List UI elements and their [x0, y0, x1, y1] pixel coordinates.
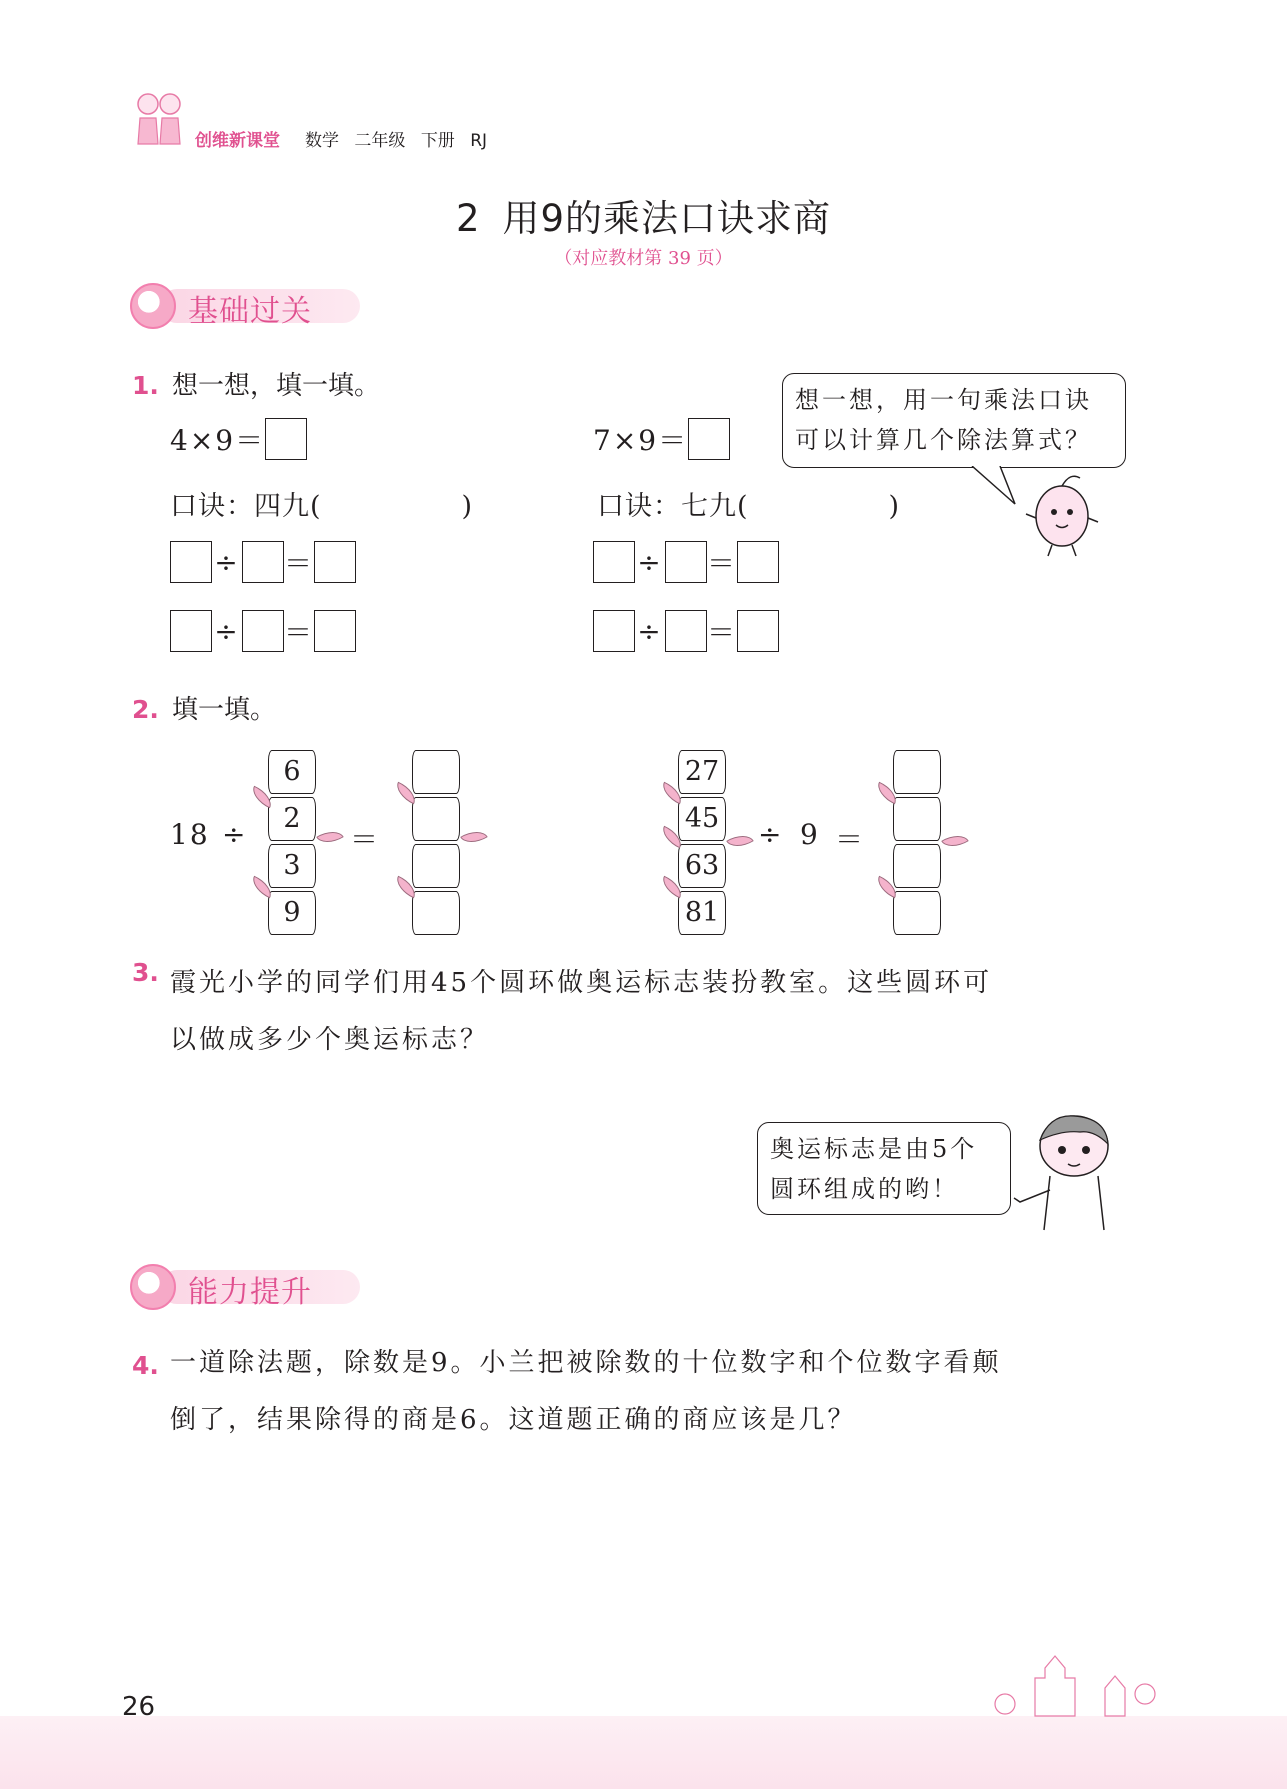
q3-line-1: 霞光小学的同学们用45个圆环做奥运标志装扮教室。这些圆环可: [170, 968, 993, 998]
banner-badge-icon: [130, 1264, 176, 1310]
q1-hint-bubble: [782, 373, 1126, 468]
q2-left-answer-bamboo: [412, 750, 460, 938]
q4-line-2: 倒了，结果除得的商是6。这道题正确的商应该是几？: [170, 1405, 857, 1435]
q4-text: [170, 1335, 1170, 1449]
q1-left-division-2: [170, 610, 356, 652]
div-sign: ÷: [637, 614, 663, 648]
answer-segment[interactable]: [412, 844, 460, 888]
q2-left-dividend: 18: [170, 818, 210, 851]
q1-left-expression: [170, 418, 307, 460]
bamboo-segment: 2: [268, 797, 316, 841]
answer-box[interactable]: [593, 610, 635, 652]
hint-line-2: 可以计算几个除法算式？: [795, 426, 1092, 454]
hint-line-1: 想一想，用一句乘法口诀: [795, 386, 1092, 414]
bamboo-segment: 81: [678, 891, 726, 935]
answer-box[interactable]: [242, 610, 284, 652]
answer-segment[interactable]: [412, 797, 460, 841]
header-edition: RJ: [470, 131, 488, 151]
lesson-title: 用9的乘法口诀求商: [502, 197, 832, 240]
answer-box[interactable]: [737, 541, 779, 583]
q1-right-expr-text: 7×9＝: [593, 424, 689, 457]
q1-right-koujue: [597, 484, 900, 523]
footer-band: [0, 1716, 1287, 1789]
header-meta: [305, 126, 497, 151]
q2-heading: [132, 689, 276, 726]
q2-prompt: 填一填。: [172, 695, 277, 725]
q4-number: 4.: [132, 1351, 159, 1380]
eq-sign: ＝: [284, 547, 315, 580]
q2-left-div-sign: ÷: [222, 818, 248, 851]
header-grade: 二年级: [354, 131, 406, 151]
eq-sign: ＝: [707, 547, 738, 580]
q1-left-division-1: [170, 541, 356, 583]
bubble-tail: [970, 466, 1020, 508]
koujue-prefix: 口诀：七九(: [597, 491, 749, 522]
q2-right-answer-bamboo: [893, 750, 941, 938]
answer-box[interactable]: [593, 541, 635, 583]
header-volume: 下册: [420, 131, 455, 151]
castle-decoration-icon: [985, 1648, 1165, 1718]
answer-box[interactable]: [314, 610, 356, 652]
answer-box[interactable]: [242, 541, 284, 583]
q3-line-2: 以做成多少个奥运标志？: [170, 1025, 490, 1055]
q1-number: 1.: [132, 371, 159, 400]
q2-right-dividend-bamboo: [678, 750, 726, 938]
section-basic-banner: [130, 283, 390, 329]
answer-box[interactable]: [737, 610, 779, 652]
q2-right-eq-sign: ＝: [835, 823, 866, 856]
q4-heading: [132, 1351, 159, 1380]
q1-left-koujue: [170, 484, 473, 523]
q1-right-division-2: [593, 610, 779, 652]
bamboo-segment: 27: [678, 750, 726, 794]
answer-box[interactable]: [170, 610, 212, 652]
bamboo-segment: 6: [268, 750, 316, 794]
q2-right-divisor: 9: [800, 818, 820, 851]
hint-line-1: 奥运标志是由5个: [770, 1135, 978, 1163]
q1-left-expr-text: 4×9＝: [170, 424, 266, 457]
div-sign: ÷: [214, 545, 240, 579]
answer-box[interactable]: [665, 541, 707, 583]
q3-text: [170, 955, 1170, 1069]
header-subject: 数学: [305, 131, 339, 151]
answer-segment[interactable]: [412, 750, 460, 794]
bamboo-segment: 63: [678, 844, 726, 888]
lesson-number: 2: [455, 197, 481, 240]
banner-badge-icon: [130, 283, 176, 329]
answer-box[interactable]: [665, 610, 707, 652]
q1-right-expression: [593, 418, 730, 460]
bamboo-segment: 45: [678, 797, 726, 841]
answer-box[interactable]: [688, 418, 730, 460]
koujue-prefix: 口诀：四九(: [170, 491, 322, 522]
q2-left-divisor-bamboo: [268, 750, 316, 938]
answer-box[interactable]: [314, 541, 356, 583]
koujue-suffix: ): [461, 491, 474, 522]
boy-character-icon: [1010, 1110, 1125, 1235]
q2-number: 2.: [132, 695, 159, 724]
div-sign: ÷: [637, 545, 663, 579]
div-sign: ÷: [214, 614, 240, 648]
leaf-icon: [941, 829, 969, 853]
q4-line-1: 一道除法题，除数是9。小兰把被除数的十位数字和个位数字看颠: [170, 1348, 1002, 1378]
eq-sign: ＝: [707, 616, 738, 649]
q2-right-div-sign: ÷: [758, 818, 784, 851]
leaf-icon: [460, 825, 488, 849]
textbook-reference: （对应教材第 39 页）: [554, 248, 733, 269]
leaf-icon: [316, 825, 344, 849]
answer-segment[interactable]: [893, 844, 941, 888]
q1-heading: [132, 365, 380, 402]
eq-sign: ＝: [284, 616, 315, 649]
page-number: 26: [122, 1692, 156, 1722]
answer-box[interactable]: [170, 541, 212, 583]
answer-segment[interactable]: [893, 797, 941, 841]
bamboo-segment: 3: [268, 844, 316, 888]
q3-hint-bubble: [757, 1122, 1011, 1215]
leaf-icon: [726, 829, 754, 853]
bamboo-segment: 9: [268, 891, 316, 935]
q1-right-division-1: [593, 541, 779, 583]
q1-prompt: 想一想，填一填。: [172, 371, 381, 401]
section-basic-label: 基础过关: [188, 294, 312, 329]
section-advanced-label: 能力提升: [188, 1275, 312, 1310]
answer-segment[interactable]: [893, 750, 941, 794]
q3-number: 3.: [132, 958, 159, 987]
header-brand: 创维新课堂: [195, 131, 280, 151]
answer-segment[interactable]: [412, 891, 460, 935]
mascot-icon: [1022, 470, 1102, 560]
answer-segment[interactable]: [893, 891, 941, 935]
q3-heading: [132, 958, 159, 987]
q2-left-eq-sign: ＝: [350, 823, 381, 856]
koujue-suffix: ): [888, 491, 901, 522]
hint-line-2: 圆环组成的哟！: [770, 1175, 959, 1203]
section-advanced-banner: [130, 1264, 390, 1310]
page-title: [0, 188, 1287, 242]
answer-box[interactable]: [265, 418, 307, 460]
header-illustration: [130, 88, 190, 148]
